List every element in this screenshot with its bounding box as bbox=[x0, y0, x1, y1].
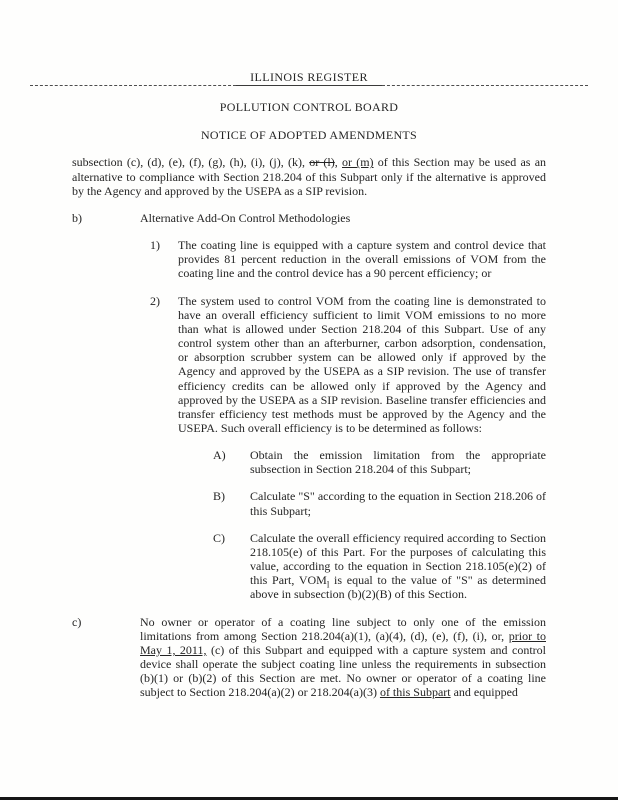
text-segment: The system used to control VOM from the coating line is demonstrated to have an overall efficiency sufficient to limit VOM emissions to no more than what is allowed under Section 218.204 of this Subpart. Use of any control system other than an afterburner, carbon adsorption, condensation, or absorption scrubber system can be allowed only if approved by the Agency and approved by the USEPA as a SIP revision. The use of transfer efficiency credits can be allowed only if approved by the Agency and approved by the USEPA as a SIP revision. Baseline transfer efficiencies and transfer efficiency test methods must be approved by the Agency and the USEPA. Such overall efficiency is to be determined as follows: bbox=[178, 293, 546, 435]
text-segment: (c) of this Subpart and equipped with a capture system and control device shall operate the subject coating line unless the requirements in subsection (b)(1) or (b)(2) of this Section are met. No owner or operator of a coating line subject to Section 218.204(a)(2) or 218.204(a)(3) bbox=[140, 642, 546, 700]
text-segment: prior to May 1, 2011, bbox=[140, 628, 546, 657]
subsection-A-text bbox=[250, 448, 546, 476]
section-b-marker: b) bbox=[72, 210, 82, 225]
register-title: ILLINOIS REGISTER bbox=[236, 70, 382, 86]
text-segment: Calculate "S" according to the equation in Section 218.206 of this Subpart; bbox=[250, 489, 546, 518]
subsection-A-marker: A) bbox=[213, 448, 226, 463]
section-c-row bbox=[72, 615, 546, 700]
text-segment: and equipped bbox=[450, 685, 518, 700]
notice-title: NOTICE OF ADOPTED AMENDMENTS bbox=[200, 128, 418, 143]
subsection-C-text bbox=[250, 531, 546, 602]
text-segment: l bbox=[326, 579, 330, 590]
header-rule-right bbox=[382, 82, 588, 86]
board-title: POLLUTION CONTROL BOARD bbox=[219, 100, 399, 115]
text-segment: of this Section may be used as an alternative to compliance with Section 218.204 of this Subpart only if the alternative is approved by the Agency and approved by the USEPA as a SIP revision. bbox=[72, 155, 547, 198]
item-1-text bbox=[178, 238, 546, 280]
subsection-B-row bbox=[72, 489, 546, 517]
subsection-A-row bbox=[72, 448, 546, 476]
item-1-row bbox=[72, 238, 546, 280]
text-segment: subsection (c), (d), (e), (f), (g), (h), (i), (j), (k), bbox=[72, 155, 310, 170]
section-c-text bbox=[140, 615, 546, 700]
item-2-marker: 2) bbox=[150, 293, 160, 308]
subsection-C-marker: C) bbox=[213, 530, 225, 545]
text-segment: Obtain the emission limitation from the appropriate subsection in Section 218.204 of this Subpart; bbox=[250, 448, 546, 477]
text-segment: of this Subpart bbox=[379, 685, 451, 700]
header-rule-left bbox=[30, 82, 236, 86]
section-b-row bbox=[72, 211, 546, 225]
section-b-heading: Alternative Add-On Control Methodologies bbox=[140, 210, 351, 225]
text-segment: Calculate the overall efficiency required according to Section 218.105(e) of this Part. For the purposes of calculating this value, according to the equation in Section 218.105(e)(2) of this Part, VOM bbox=[250, 530, 546, 588]
page-header-rule bbox=[30, 70, 588, 86]
text-segment: or (m) bbox=[342, 155, 374, 170]
item-1-marker: 1) bbox=[150, 238, 160, 253]
item-2-text bbox=[178, 294, 546, 436]
intro-paragraph bbox=[72, 155, 546, 197]
subsection-B-text bbox=[250, 489, 546, 517]
text-segment: , bbox=[334, 155, 342, 170]
text-segment: is equal to the value of "S" as determined above in subsection (b)(2)(B) of this Section. bbox=[250, 573, 546, 602]
subsection-C-row bbox=[72, 531, 546, 602]
text-segment: No owner or operator of a coating line subject to only one of the emission limitations from among Section 218.204(a)(1), (a)(4), (d), (e), (f), (i), or, bbox=[140, 614, 546, 643]
item-2-row bbox=[72, 294, 546, 436]
subsection-B-marker: B) bbox=[213, 489, 225, 504]
section-c-marker: c) bbox=[72, 614, 82, 629]
text-segment: or (l) bbox=[309, 155, 335, 170]
text-segment: The coating line is equipped with a capture system and control device that provides 81 percent reduction in the overall emissions of VOM from the coating line and the control device has a 90 percent efficiency; or bbox=[178, 238, 546, 281]
